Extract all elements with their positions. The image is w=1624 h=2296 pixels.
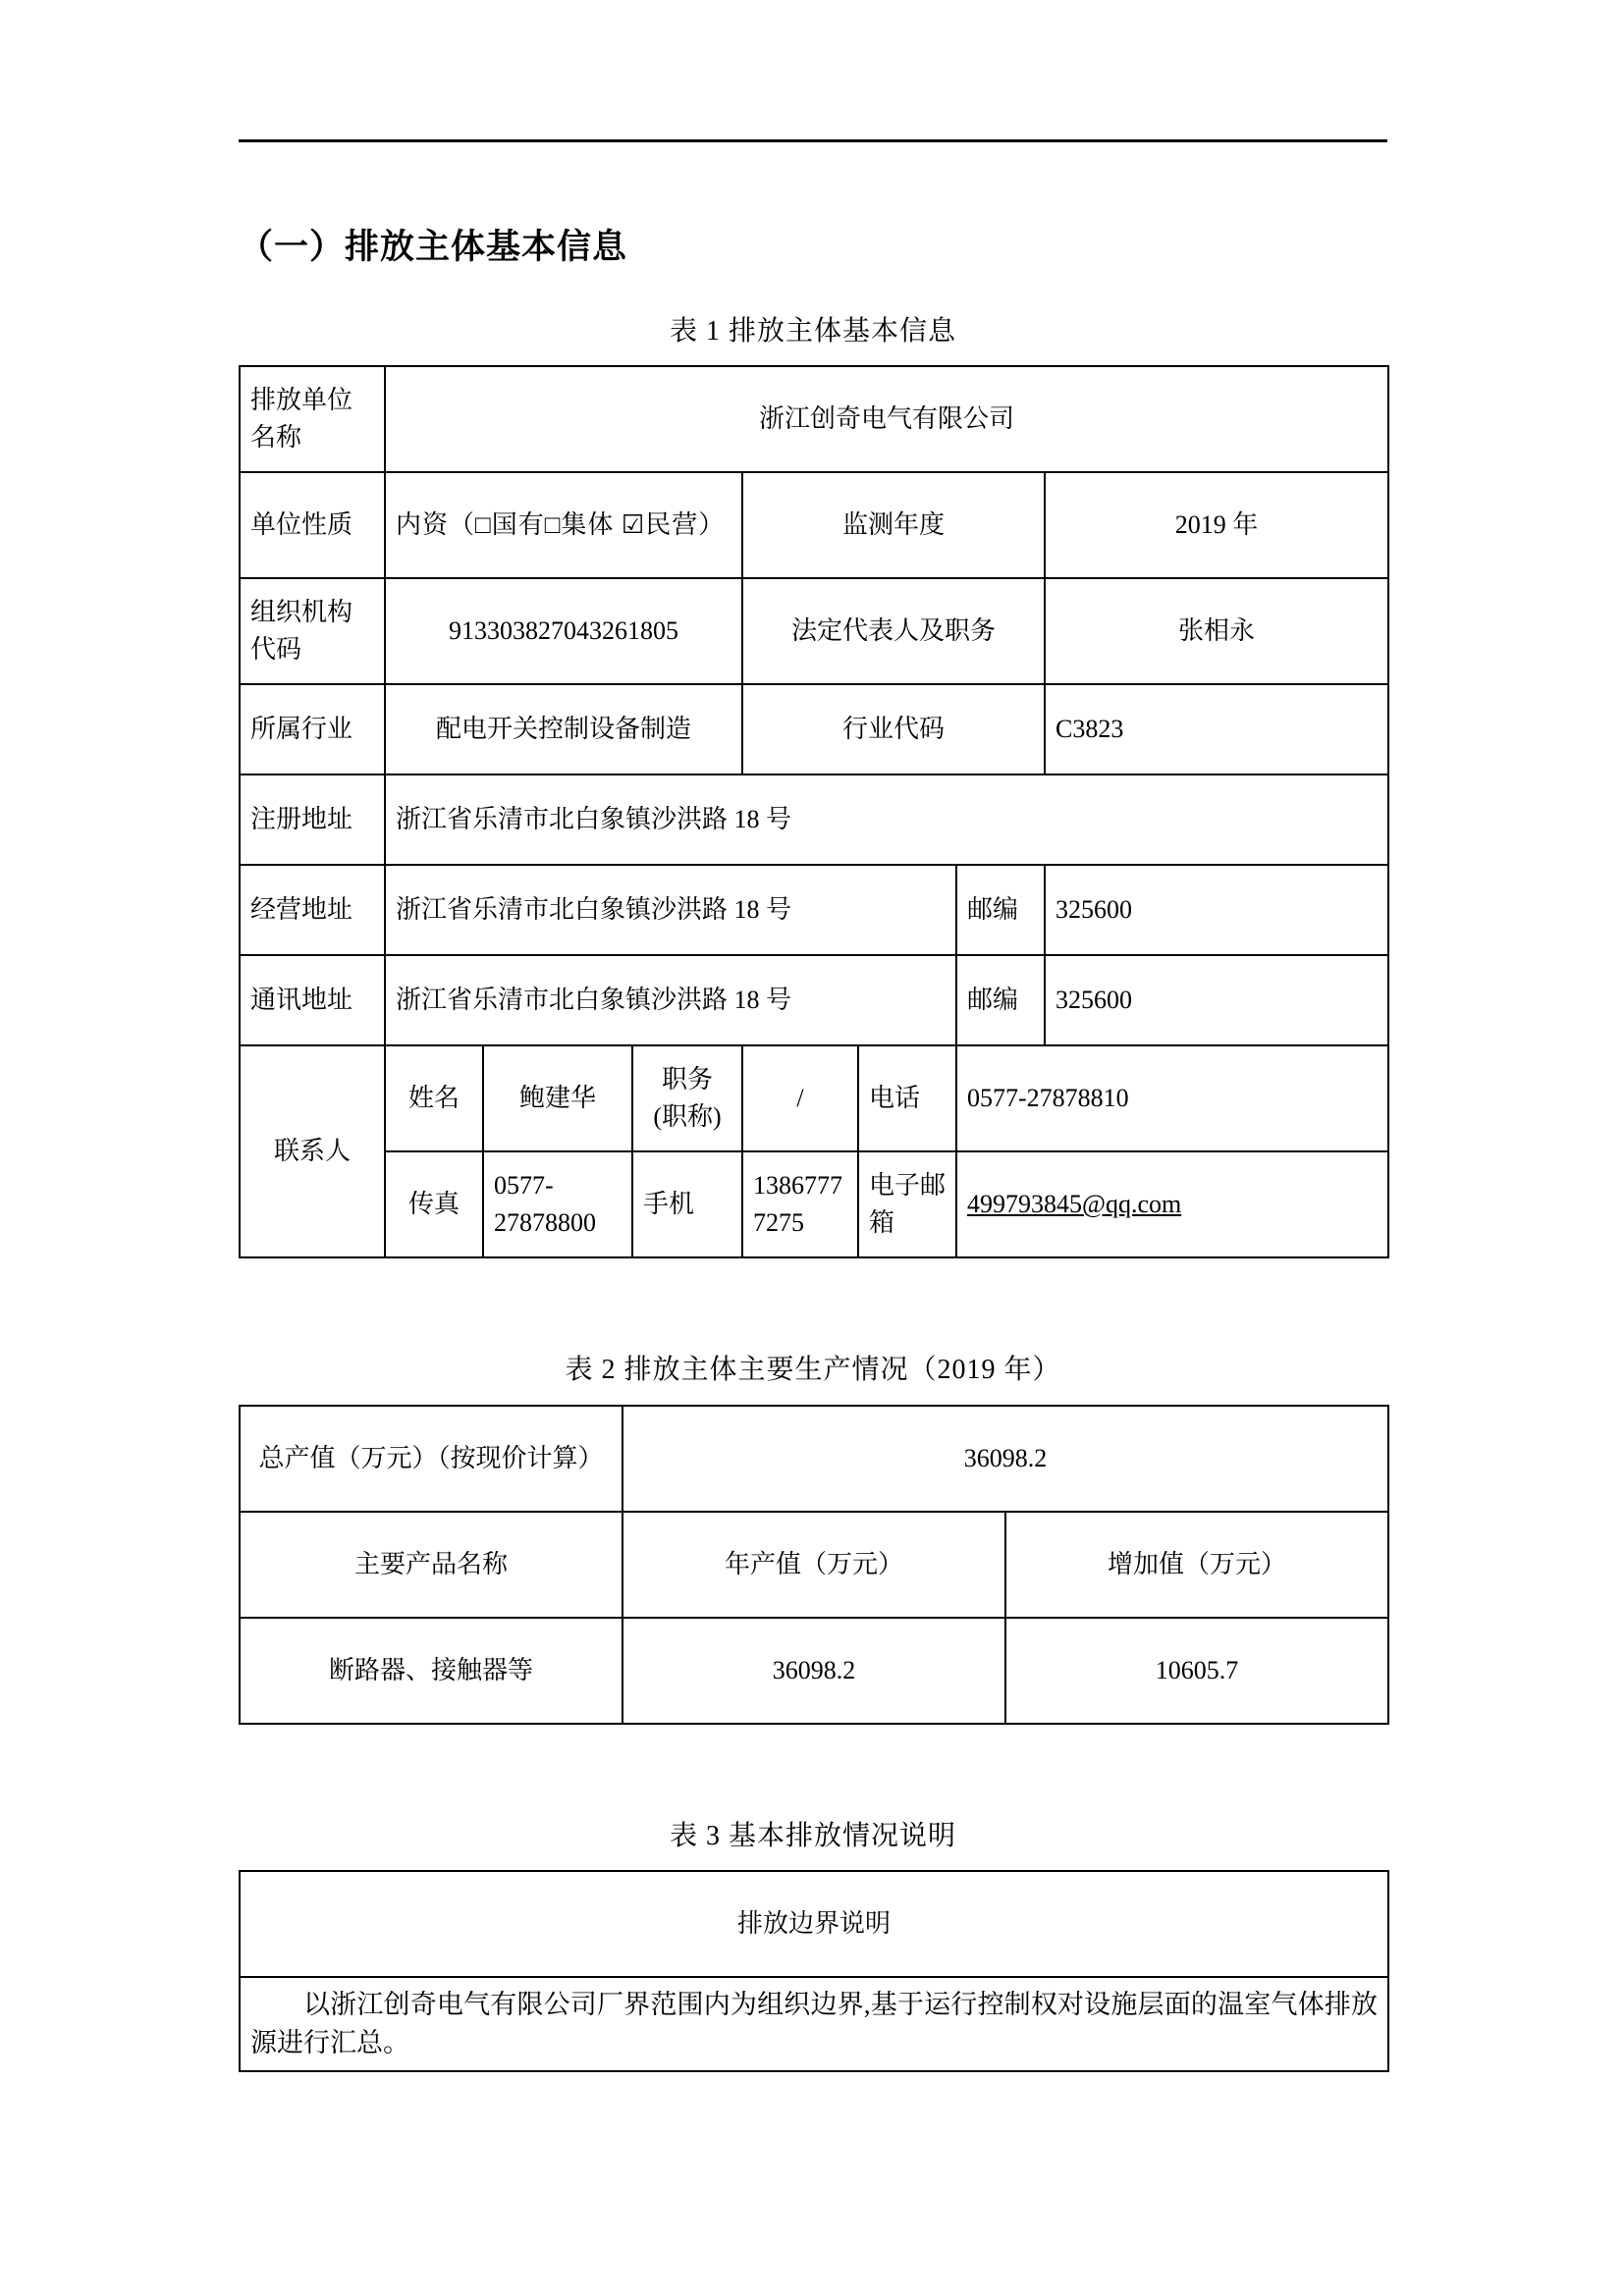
cell-label-registered-address: 注册地址 (240, 774, 385, 865)
table-emitter-basic-info (239, 365, 1389, 1258)
cell-label-contact-mobile: 手机 (632, 1151, 742, 1257)
table-production-summary (239, 1405, 1389, 1725)
cell-value-annual-output: 36098.2 (623, 1618, 1005, 1724)
cell-label-contact-phone: 电话 (858, 1045, 956, 1151)
cell-value-registered-address: 浙江省乐清市北白象镇沙洪路 18 号 (385, 774, 1388, 865)
cell-label-unit-nature: 单位性质 (240, 472, 385, 578)
table-emission-boundary (239, 1870, 1389, 2072)
cell-label-mailing-postcode: 邮编 (956, 955, 1045, 1045)
cell-value-unit-nature: 内资（□国有□集体 ☑民营） (385, 472, 742, 578)
cell-value-industry-code: C3823 (1045, 684, 1388, 774)
cell-label-industry-code: 行业代码 (742, 684, 1045, 774)
table1-caption: 表 1 排放主体基本信息 (669, 315, 956, 347)
table-row (240, 684, 1388, 774)
table-row (240, 955, 1388, 1045)
cell-header-boundary-description: 排放边界说明 (240, 1871, 1388, 1977)
table-row (240, 1406, 1388, 1512)
cell-value-org-code: 913303827043261805 (385, 578, 742, 684)
page-content (239, 226, 1387, 2072)
cell-value-contact-position: / (742, 1045, 858, 1151)
table3-caption: 表 3 基本排放情况说明 (669, 1820, 956, 1851)
table2-caption: 表 2 排放主体主要生产情况（2019 年） (565, 1355, 1061, 1386)
cell-value-monitor-year: 2019 年 (1045, 472, 1388, 578)
cell-value-contact-email (956, 1151, 1388, 1257)
cell-label-legal-rep: 法定代表人及职务 (742, 578, 1045, 684)
table-row (240, 1871, 1388, 1977)
cell-value-boundary-description: 以浙江创奇电气有限公司厂界范围内为组织边界,基于运行控制权对设施层面的温室气体排放源进行汇总。 (240, 1977, 1388, 2071)
cell-value-product-name: 断路器、接触器等 (240, 1618, 623, 1724)
cell-value-contact-fax: 0577-27878800 (483, 1151, 632, 1257)
cell-label-business-postcode: 邮编 (956, 865, 1045, 955)
cell-label-industry: 所属行业 (240, 684, 385, 774)
table-row (240, 865, 1388, 955)
cell-label-contact-position-line2: (职称) (653, 1102, 722, 1132)
table-row (240, 1977, 1388, 2071)
cell-value-mailing-address: 浙江省乐清市北白象镇沙洪路 18 号 (385, 955, 956, 1045)
cell-value-legal-rep: 张相永 (1045, 578, 1388, 684)
table-row (240, 578, 1388, 684)
cell-value-mailing-postcode: 325600 (1045, 955, 1388, 1045)
cell-value-contact-phone: 0577-27878810 (956, 1045, 1388, 1151)
page-title: （一）排放主体基本信息 (239, 228, 628, 266)
cell-value-contact-name: 鲍建华 (483, 1045, 632, 1151)
page-header-rule (239, 139, 1387, 142)
table-row (240, 774, 1388, 865)
spacer (239, 1725, 1387, 1819)
cell-value-industry: 配电开关控制设备制造 (385, 684, 742, 774)
cell-header-added-value: 增加值（万元） (1005, 1512, 1388, 1618)
cell-label-contact-email: 电子邮箱 (858, 1151, 956, 1257)
cell-header-annual-output: 年产值（万元） (623, 1512, 1005, 1618)
cell-label-contact-position-line1: 职务 (661, 1065, 713, 1095)
cell-label-mailing-address: 通讯地址 (240, 955, 385, 1045)
cell-value-added-value: 10605.7 (1005, 1618, 1388, 1724)
table-row (240, 1512, 1388, 1618)
table-row (240, 1618, 1388, 1724)
cell-label-contact-fax: 传真 (385, 1151, 483, 1257)
table-row (240, 472, 1388, 578)
cell-label-unit-name: 排放单位名称 (240, 366, 385, 472)
cell-label-total-output: 总产值（万元）（按现价计算） (240, 1406, 623, 1512)
cell-label-contact: 联系人 (240, 1045, 385, 1257)
cell-header-product-name: 主要产品名称 (240, 1512, 623, 1618)
cell-value-unit-name: 浙江创奇电气有限公司 (385, 366, 1388, 472)
table-row (240, 366, 1388, 472)
contact-email-link[interactable]: 499793845@qq.com (967, 1190, 1182, 1219)
cell-label-business-address: 经营地址 (240, 865, 385, 955)
cell-value-business-address: 浙江省乐清市北白象镇沙洪路 18 号 (385, 865, 956, 955)
table-row (240, 1045, 1388, 1151)
cell-value-contact-mobile: 13867777275 (742, 1151, 858, 1257)
spacer (239, 1258, 1387, 1353)
cell-label-contact-position (632, 1045, 742, 1151)
table-row (240, 1151, 1388, 1257)
cell-label-contact-name: 姓名 (385, 1045, 483, 1151)
cell-value-total-output: 36098.2 (623, 1406, 1388, 1512)
cell-label-monitor-year: 监测年度 (742, 472, 1045, 578)
cell-value-business-postcode: 325600 (1045, 865, 1388, 955)
cell-label-org-code: 组织机构代码 (240, 578, 385, 684)
